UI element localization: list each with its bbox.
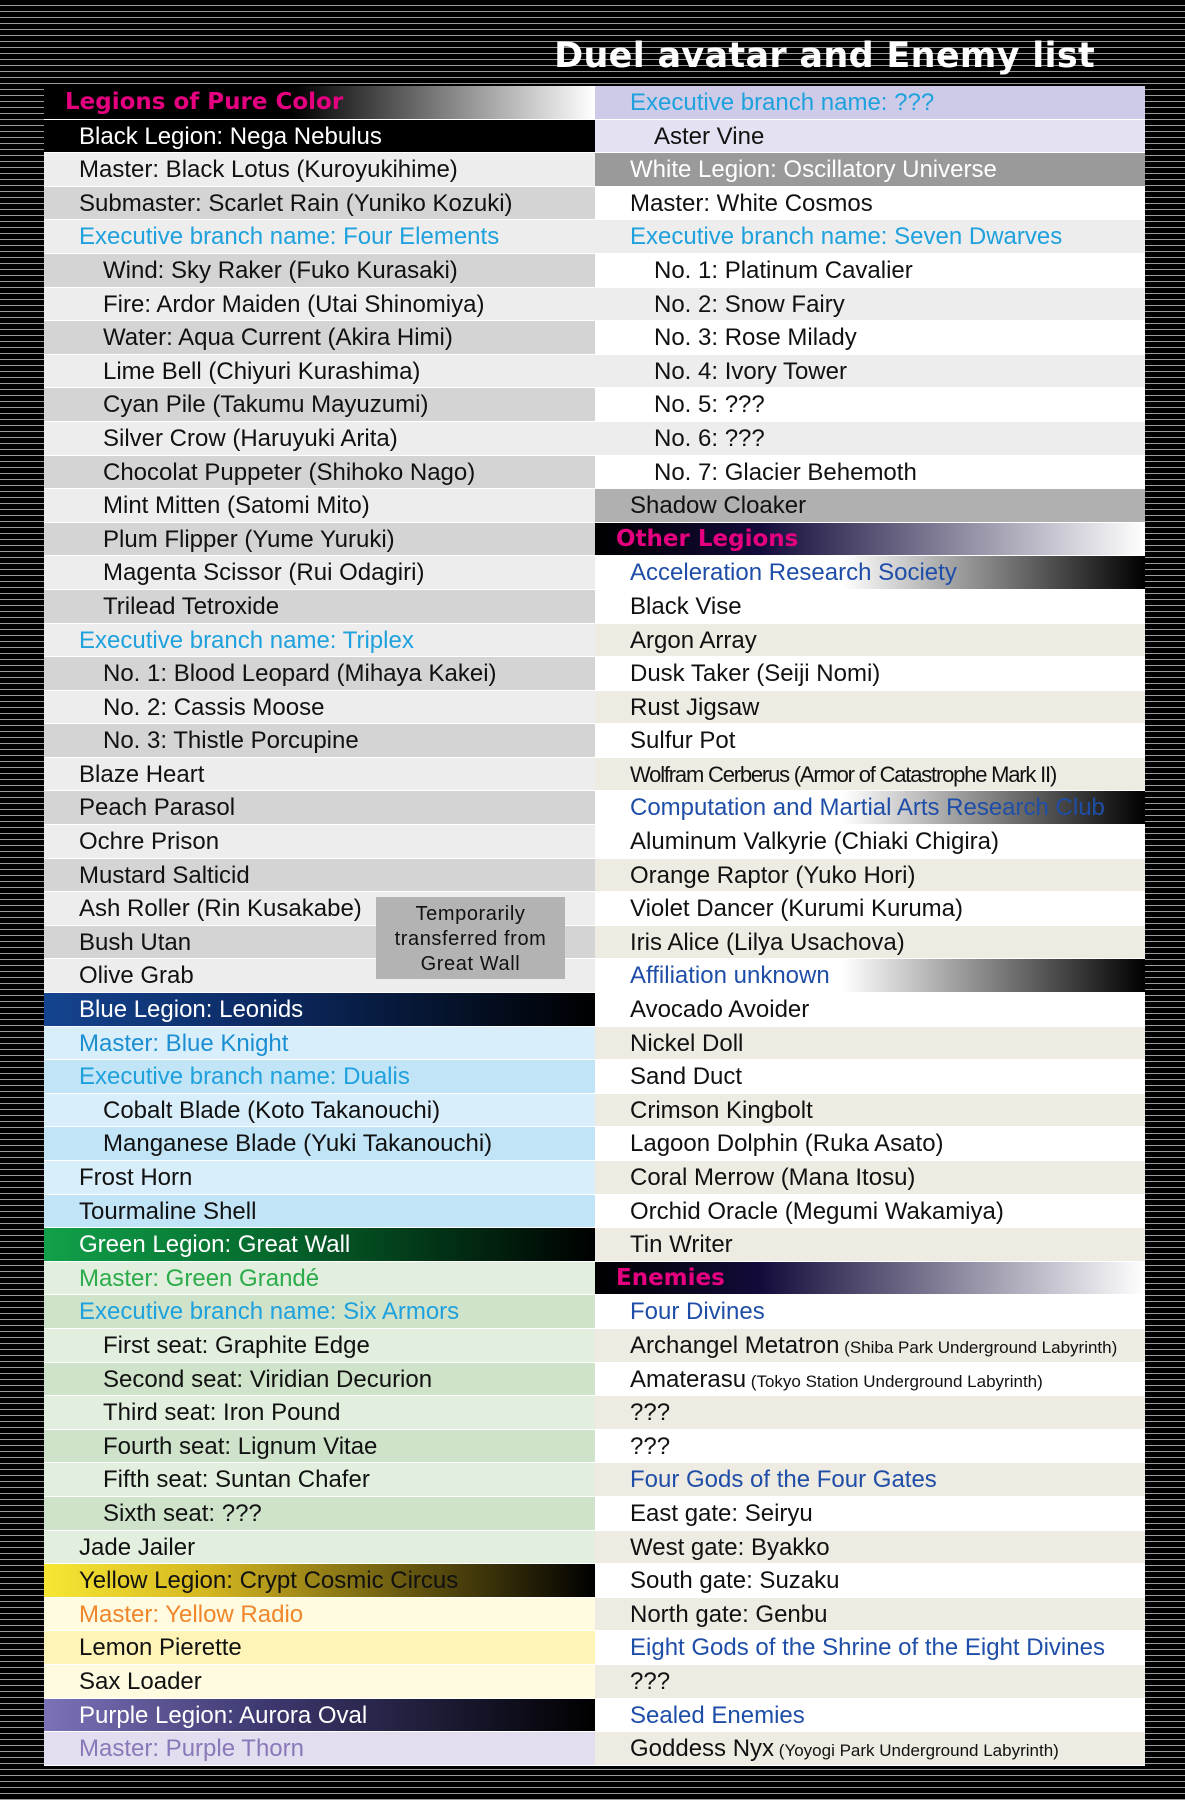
left-row-cobalt-blade-koto-takanouchi: [44, 1094, 595, 1128]
transfer-note: [376, 897, 565, 979]
row-label: White Legion: Oscillatory Universe: [630, 156, 997, 184]
left-row-cyan-pile-takumu-mayuzumi: [44, 388, 595, 422]
left-row-lemon-pierette: [44, 1631, 595, 1665]
row-label: Cyan Pile (Takumu Mayuzumi): [103, 391, 429, 419]
right-row-avocado-avoider: [595, 993, 1145, 1027]
left-row-tourmaline-shell: [44, 1195, 595, 1229]
left-row-mustard-salticid: [44, 859, 595, 893]
right-row-sand-duct: [595, 1060, 1145, 1094]
left-row-peach-parasol: [44, 791, 595, 825]
left-row-third-seat-iron-pound: [44, 1396, 595, 1430]
row-label: Crimson Kingbolt: [630, 1096, 813, 1124]
row-label: Ash Roller (Rin Kusakabe): [79, 895, 362, 923]
row-label: Fifth seat: Suntan Chafer: [103, 1466, 370, 1494]
left-row-legions-of-pure-color: [44, 86, 595, 120]
left-row-frost-horn: [44, 1161, 595, 1195]
row-label: No. 5: ???: [654, 391, 765, 419]
left-row-sixth-seat: [44, 1497, 595, 1531]
row-label: Blue Legion: Leonids: [79, 996, 304, 1024]
right-row-orchid-oracle-megumi-wakamiya: [595, 1195, 1145, 1229]
left-row-plum-flipper-yume-yuruki: [44, 523, 595, 557]
row-label: Coral Merrow (Mana Itosu): [630, 1164, 916, 1191]
row-label: Manganese Blade (Yuki Takanouchi): [103, 1130, 493, 1158]
right-row-black-vise: [595, 590, 1145, 624]
left-row-executive-branch-name-four-elements: [44, 220, 595, 254]
left-row-purple-legion-aurora-oval: [44, 1699, 595, 1733]
row-label: No. 1: Platinum Cavalier: [654, 256, 913, 284]
left-row-blue-legion-leonids: [44, 993, 595, 1027]
row-label: Water: Aqua Current (Akira Himi): [103, 324, 453, 352]
left-row-water-aqua-current-akira-himi: [44, 321, 595, 355]
row-label: Four Gods of the Four Gates: [630, 1466, 937, 1494]
row-label: Iris Alice (Lilya Usachova): [630, 928, 905, 956]
left-row-no-1-blood-leopard-mihaya-kakei: [44, 657, 595, 691]
row-label: Blaze Heart: [79, 760, 205, 788]
right-row-orange-raptor-yuko-hori: [595, 859, 1145, 893]
row-label: Mustard Salticid: [79, 861, 250, 889]
row-label: Fire: Ardor Maiden (Utai Shinomiya): [103, 290, 485, 318]
right-row-four-gods-of-the-four-gates: [595, 1463, 1145, 1497]
row-label: ???: [630, 1399, 671, 1427]
row-label: Sealed Enemies: [630, 1701, 805, 1729]
row-label: First seat: Graphite Edge: [103, 1331, 370, 1359]
row-label: Master: Yellow Radio: [79, 1600, 304, 1628]
row-label: Chocolat Puppeter (Shihoko Nago): [103, 458, 476, 486]
right-row-sulfur-pot: [595, 724, 1145, 758]
row-label: Orchid Oracle (Megumi Wakamiya): [630, 1197, 1004, 1225]
row-label: Other Legions: [616, 525, 799, 552]
left-row-mint-mitten-satomi-mito: [44, 489, 595, 523]
right-row-wolfram-cerberus-armor-of-catastrophe-ma: [595, 758, 1145, 792]
row-label: Master: Black Lotus (Kuroyukihime): [79, 156, 458, 184]
row-label: Aster Vine: [654, 122, 765, 150]
right-row-nickel-doll: [595, 1027, 1145, 1061]
left-row-master-purple-thorn: [44, 1732, 595, 1766]
row-label: South gate: Suzaku: [630, 1567, 840, 1595]
left-row-executive-branch-name-triplex: [44, 624, 595, 658]
row-label: Purple Legion: Aurora Oval: [79, 1701, 368, 1729]
left-row-yellow-legion-crypt-cosmic-circus: [44, 1564, 595, 1598]
left-row-jade-jailer: [44, 1531, 595, 1565]
right-row-master-white-cosmos: [595, 187, 1145, 221]
row-label: Submaster: Scarlet Rain (Yuniko Kozuki): [79, 189, 513, 217]
right-row-eight-gods-of-the-shrine-of-the-eight-di: [595, 1631, 1145, 1665]
left-row-submaster-scarlet-rain-yuniko-kozuki: [44, 187, 595, 221]
row-label: No. 7: Glacier Behemoth: [654, 458, 917, 486]
row-label: Orange Raptor (Yuko Hori): [630, 861, 916, 889]
right-row-computation-and-martial-arts-research-cl: [595, 791, 1145, 825]
row-label: Executive branch name: Triplex: [79, 626, 414, 654]
page-title: Duel avatar and Enemy list: [554, 36, 1095, 76]
right-row-amaterasu: [595, 1363, 1145, 1397]
row-label: Argon Array: [630, 626, 757, 654]
row-label: Wind: Sky Raker (Fuko Kurasaki): [103, 256, 458, 284]
right-row-west-gate-byakko: [595, 1531, 1145, 1565]
row-label: Affiliation unknown: [630, 962, 830, 990]
row-label: Sand Duct: [630, 1063, 743, 1091]
right-row-rust-jigsaw: [595, 691, 1145, 725]
row-label: North gate: Genbu: [630, 1600, 828, 1628]
left-row-first-seat-graphite-edge: [44, 1329, 595, 1363]
left-row-blaze-heart: [44, 758, 595, 792]
row-location-note: (Yoyogi Park Underground Labyrinth): [774, 1741, 1059, 1761]
row-label: Executive branch name: Six Armors: [79, 1298, 460, 1326]
row-label: Master: White Cosmos: [630, 189, 873, 217]
left-row-no-3-thistle-porcupine: [44, 724, 595, 758]
row-label: Rust Jigsaw: [630, 693, 760, 721]
row-label: Olive Grab: [79, 962, 194, 990]
right-row-crimson-kingbolt: [595, 1094, 1145, 1128]
row-label: Tin Writer: [630, 1231, 733, 1259]
right-row-: [595, 1430, 1145, 1464]
row-label: Sulfur Pot: [630, 727, 736, 755]
row-label: Lime Bell (Chiyuri Kurashima): [103, 357, 421, 385]
left-row-no-2-cassis-moose: [44, 691, 595, 725]
row-label: Silver Crow (Haruyuki Arita): [103, 424, 398, 452]
right-row-no-6: [595, 422, 1145, 456]
row-label: No. 4: Ivory Tower: [654, 357, 847, 385]
row-label: Shadow Cloaker: [630, 492, 807, 520]
row-label: Wolfram Cerberus (Armor of Catastrophe Mark II): [630, 761, 1057, 787]
right-row-no-2-snow-fairy: [595, 288, 1145, 322]
row-label: No. 2: Cassis Moose: [103, 693, 325, 721]
right-row-other-legions: [595, 523, 1145, 557]
row-label: East gate: Seiryu: [630, 1499, 813, 1527]
right-row-no-1-platinum-cavalier: [595, 254, 1145, 288]
row-label: Executive branch name: Dualis: [79, 1063, 410, 1091]
left-row-wind-sky-raker-fuko-kurasaki: [44, 254, 595, 288]
right-row-acceleration-research-society: [595, 556, 1145, 590]
right-row-no-7-glacier-behemoth: [595, 456, 1145, 490]
row-label: Enemies: [616, 1264, 725, 1291]
row-label: ???: [630, 1667, 671, 1695]
right-row-argon-array: [595, 624, 1145, 658]
left-row-sax-loader: [44, 1665, 595, 1699]
row-label: Magenta Scissor (Rui Odagiri): [103, 559, 425, 587]
row-label: West gate: Byakko: [630, 1533, 830, 1561]
right-row-iris-alice-lilya-usachova: [595, 926, 1145, 960]
row-label: Aluminum Valkyrie (Chiaki Chigira): [630, 828, 999, 856]
right-row-shadow-cloaker: [595, 489, 1145, 523]
right-column: [595, 86, 1145, 1766]
row-label: Violet Dancer (Kurumi Kuruma): [630, 895, 964, 923]
row-label: Plum Flipper (Yume Yuruki): [103, 525, 395, 553]
right-row-north-gate-genbu: [595, 1598, 1145, 1632]
row-label: Executive branch name: Seven Dwarves: [630, 223, 1063, 251]
transfer-note-text: Temporarily transferred from Great Wall: [394, 903, 547, 975]
row-label: Master: Purple Thorn: [79, 1735, 304, 1763]
right-row-: [595, 1665, 1145, 1699]
left-row-executive-branch-name-dualis: [44, 1060, 595, 1094]
row-label: Lagoon Dolphin (Ruka Asato): [630, 1130, 944, 1158]
row-label: Four Divines: [630, 1298, 765, 1326]
row-label: No. 6: ???: [654, 424, 765, 452]
right-row-executive-branch-name-seven-dwarves: [595, 220, 1145, 254]
row-label: Ochre Prison: [79, 828, 220, 856]
row-label: Nickel Doll: [630, 1029, 744, 1057]
left-row-green-legion-great-wall: [44, 1228, 595, 1262]
row-location-note: (Tokyo Station Underground Labyrinth): [746, 1371, 1043, 1391]
row-label: Jade Jailer: [79, 1533, 196, 1561]
row-label: Executive branch name: ???: [630, 89, 935, 116]
right-row-no-5: [595, 388, 1145, 422]
right-row-no-4-ivory-tower: [595, 355, 1145, 389]
right-row-violet-dancer-kurumi-kuruma: [595, 892, 1145, 926]
left-row-trilead-tetroxide: [44, 590, 595, 624]
left-row-chocolat-puppeter-shihoko-nago: [44, 456, 595, 490]
left-row-lime-bell-chiyuri-kurashima: [44, 355, 595, 389]
row-label: Trilead Tetroxide: [103, 592, 280, 620]
row-label: Executive branch name: Four Elements: [79, 223, 500, 251]
row-label: Green Legion: Great Wall: [79, 1231, 351, 1259]
left-row-master-green-grand: [44, 1262, 595, 1296]
row-label: Sax Loader: [79, 1667, 202, 1695]
right-row-affiliation-unknown: [595, 959, 1145, 993]
row-label: Computation and Martial Arts Research Club: [630, 794, 1105, 822]
left-row-silver-crow-haruyuki-arita: [44, 422, 595, 456]
right-row-dusk-taker-seiji-nomi: [595, 657, 1145, 691]
row-label: No. 3: Thistle Porcupine: [103, 727, 359, 755]
row-label: Master: Blue Knight: [79, 1029, 289, 1057]
row-label: Legions of Pure Color: [65, 89, 344, 115]
right-row-archangel-metatron: [595, 1329, 1145, 1363]
left-row-magenta-scissor-rui-odagiri: [44, 556, 595, 590]
right-row-sealed-enemies: [595, 1699, 1145, 1733]
right-row-tin-writer: [595, 1228, 1145, 1262]
row-label: Black Legion: Nega Nebulus: [79, 122, 382, 150]
row-label: Bush Utan: [79, 928, 192, 956]
right-row-east-gate-seiryu: [595, 1497, 1145, 1531]
left-row-executive-branch-name-six-armors: [44, 1295, 595, 1329]
right-row-aster-vine: [595, 120, 1145, 154]
row-label: Dusk Taker (Seiji Nomi): [630, 660, 881, 688]
left-row-ochre-prison: [44, 825, 595, 859]
left-row-master-yellow-radio: [44, 1598, 595, 1632]
row-label: Tourmaline Shell: [79, 1197, 257, 1225]
right-row-aluminum-valkyrie-chiaki-chigira: [595, 825, 1145, 859]
right-row-executive-branch-name: [595, 86, 1145, 120]
row-location-note: (Shiba Park Underground Labyrinth): [839, 1337, 1118, 1357]
row-label: No. 1: Blood Leopard (Mihaya Kakei): [103, 660, 497, 688]
left-row-master-black-lotus-kuroyukihime: [44, 153, 595, 187]
row-label: Master: Green Grandé: [79, 1264, 320, 1292]
right-row-no-3-rose-milady: [595, 321, 1145, 355]
row-label: Mint Mitten (Satomi Mito): [103, 492, 370, 520]
right-row-enemies: [595, 1262, 1145, 1296]
row-label: Sixth seat: ???: [103, 1499, 262, 1527]
row-label: Third seat: Iron Pound: [103, 1399, 341, 1427]
row-label: ???: [630, 1432, 671, 1460]
row-label: Cobalt Blade (Koto Takanouchi): [103, 1096, 441, 1124]
left-row-fire-ardor-maiden-utai-shinomiya: [44, 288, 595, 322]
left-row-second-seat-viridian-decurion: [44, 1363, 595, 1397]
row-label: Eight Gods of the Shrine of the Eight Divines: [630, 1634, 1105, 1662]
row-label: Goddess Nyx: [630, 1735, 775, 1763]
row-label: Acceleration Research Society: [630, 559, 957, 587]
right-row-south-gate-suzaku: [595, 1564, 1145, 1598]
row-label: No. 2: Snow Fairy: [654, 290, 845, 318]
row-label: No. 3: Rose Milady: [654, 324, 857, 352]
right-row-goddess-nyx: [595, 1732, 1145, 1766]
left-row-manganese-blade-yuki-takanouchi: [44, 1127, 595, 1161]
right-row-lagoon-dolphin-ruka-asato: [595, 1127, 1145, 1161]
row-label: Avocado Avoider: [630, 996, 810, 1024]
row-label: Black Vise: [630, 592, 742, 620]
left-row-master-blue-knight: [44, 1027, 595, 1061]
right-row-white-legion-oscillatory-universe: [595, 153, 1145, 187]
row-label: Peach Parasol: [79, 794, 236, 822]
left-row-fourth-seat-lignum-vitae: [44, 1430, 595, 1464]
right-row-coral-merrow-mana-itosu: [595, 1161, 1145, 1195]
row-label: Archangel Metatron: [630, 1331, 840, 1359]
row-label: Yellow Legion: Crypt Cosmic Circus: [79, 1567, 459, 1595]
row-label: Amaterasu: [630, 1365, 747, 1393]
left-row-black-legion-nega-nebulus: [44, 120, 595, 154]
row-label: Fourth seat: Lignum Vitae: [103, 1432, 378, 1460]
row-label: Lemon Pierette: [79, 1634, 242, 1662]
row-label: Frost Horn: [79, 1164, 193, 1191]
row-label: Second seat: Viridian Decurion: [103, 1365, 433, 1393]
right-row-: [595, 1396, 1145, 1430]
left-row-fifth-seat-suntan-chafer: [44, 1463, 595, 1497]
right-row-four-divines: [595, 1295, 1145, 1329]
